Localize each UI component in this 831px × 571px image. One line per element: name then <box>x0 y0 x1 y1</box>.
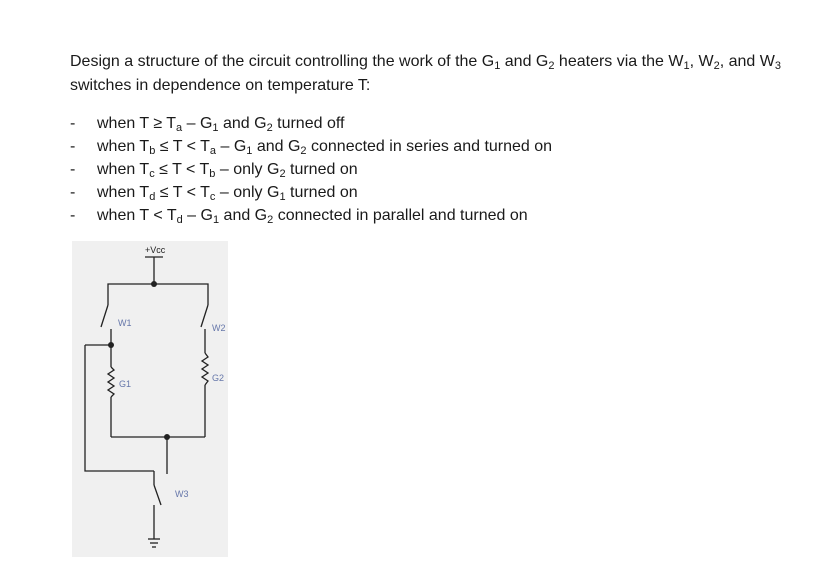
w3-label: W3 <box>175 489 189 499</box>
condition-item: - when $T_c \le T < T_b$ – only $G_2$ turned on <box>70 158 552 181</box>
w1-label: W1 <box>118 318 132 328</box>
circuit-diagram <box>72 241 228 557</box>
list-dash: - <box>70 184 76 201</box>
list-dash: - <box>70 115 76 132</box>
w2-label: W2 <box>212 323 226 333</box>
vcc-junction <box>151 281 157 287</box>
condition-item: - when $T \ge T_a - G_1$ and $G_2$ turned off <box>70 112 552 135</box>
vcc-label: +Vcc <box>145 245 166 255</box>
g2-label: G2 <box>212 373 225 383</box>
w1-junction <box>108 342 114 348</box>
list-dash: - <box>70 138 76 155</box>
list-dash: - <box>70 207 76 224</box>
list-dash: - <box>70 161 76 178</box>
condition-item: - when $T < T_d - G_1$ and $G_2$ connected in parallel and turned on <box>70 204 552 227</box>
condition-item: - when $T_b \le T < T_a - G_1$ and $G_2$ connected in series and turned on <box>70 135 552 158</box>
g1-label: G1 <box>119 379 132 389</box>
task-description: Design a structure of the circuit controlling the work of the $G_1$ and $G_2$ heaters via the $W_1$, $W_2$, and $W_3$ switches in dependence on temperature T: <box>70 53 781 94</box>
condition-list <box>70 112 552 227</box>
bottom-junction <box>164 434 170 440</box>
condition-item: - when $T_d \le T < T_c$ – only $G_1$ turned on <box>70 181 552 204</box>
